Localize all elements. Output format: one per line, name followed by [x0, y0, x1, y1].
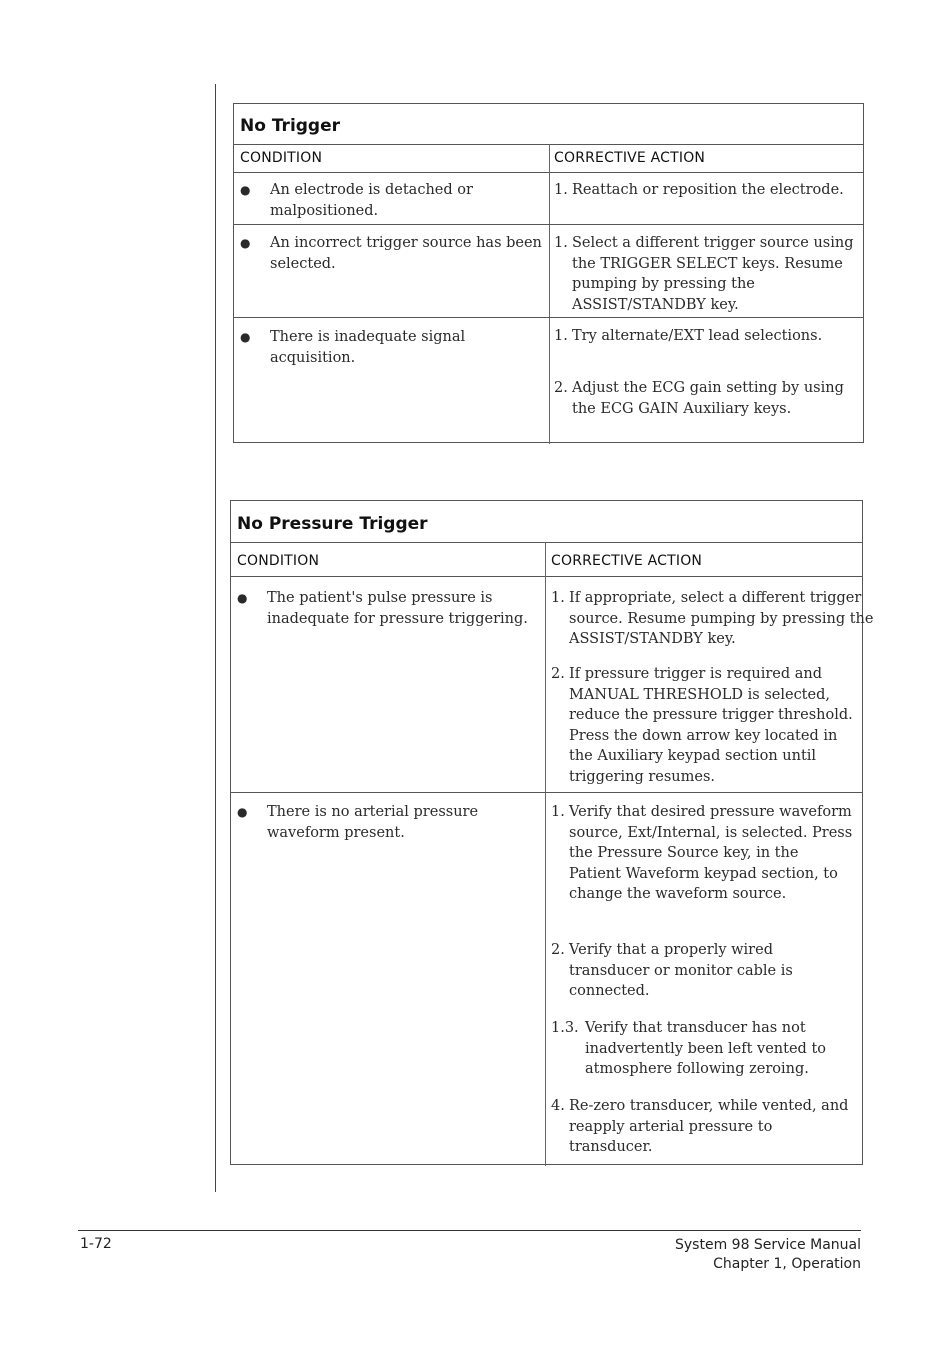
action-number: 1. [554, 182, 568, 198]
table-row [237, 588, 547, 629]
margin-rule [215, 84, 216, 1192]
condition-text: The patient's pulse pressure is inadequate for pressure triggering. [267, 590, 528, 627]
action-header: CORRECTIVE ACTION [551, 553, 703, 569]
header-divider [231, 576, 862, 577]
action-text: Verify that transducer has not inadvertently been left vented to atmosphere following zeroing. [585, 1020, 826, 1077]
title-divider [231, 542, 862, 543]
column-divider [545, 542, 546, 1166]
action-item [551, 1096, 849, 1158]
row-divider [234, 317, 863, 318]
action-text: If pressure trigger is required and MANUAL THRESHOLD is selected, reduce the pressure trigger threshold. Press the down arrow key located in the Auxiliary keypad section until triggering resumes. [569, 666, 853, 785]
action-text: If appropriate, select a different trigger source. Resume pumping by pressing the ASSIST/STANDBY key. [569, 590, 874, 647]
action-number: 1. [551, 590, 565, 606]
footer-rule [78, 1230, 861, 1231]
condition-text: An incorrect trigger source has been selected. [270, 235, 542, 272]
action-number: 4. [551, 1098, 565, 1114]
action-item [551, 1018, 875, 1080]
action-text: Verify that desired pressure waveform source, Ext/Internal, is selected. Press the Pressure Source key, in the Patient Waveform keypad section, to change the waveform source. [569, 804, 853, 902]
condition-text: There is no arterial pressure waveform present. [267, 804, 479, 841]
table-title: No Trigger [240, 116, 341, 136]
table-row [240, 180, 545, 221]
manual-title: System 98 Service Manual [675, 1237, 861, 1253]
table-row [237, 802, 547, 843]
bullet-icon: ● [237, 591, 248, 605]
action-header: CORRECTIVE ACTION [554, 150, 706, 166]
condition-text: An electrode is detached or malpositioned. [270, 182, 473, 219]
action-number: 1.3. [551, 1020, 579, 1036]
condition-header: CONDITION [237, 553, 320, 569]
action-text: Verify that a properly wired transducer or monitor cable is connected. [569, 942, 793, 999]
action-number: 1. [554, 328, 568, 344]
action-item [554, 378, 852, 419]
action-item [551, 802, 854, 905]
action-item [554, 180, 872, 201]
action-text: Reattach or reposition the electrode. [572, 182, 844, 198]
page-number: 1-72 [80, 1236, 112, 1252]
row-divider [234, 224, 863, 225]
condition-header: CONDITION [240, 150, 323, 166]
action-item [551, 664, 859, 787]
no-pressure-trigger-table [230, 500, 874, 1165]
table-title: No Pressure Trigger [237, 514, 428, 534]
chapter-label: Chapter 1, Operation [713, 1256, 861, 1272]
table-row [240, 233, 545, 274]
footer-title-block [675, 1236, 861, 1274]
bullet-icon: ● [240, 183, 251, 197]
bullet-icon: ● [240, 330, 251, 344]
action-number: 2. [551, 942, 565, 958]
action-text: Try alternate/EXT lead selections. [572, 328, 823, 344]
action-text: Select a different trigger source using the TRIGGER SELECT keys. Resume pumping by pressing the ASSIST/STANDBY key. [572, 235, 854, 313]
table-row [240, 327, 545, 368]
bullet-icon: ● [240, 236, 251, 250]
condition-text: There is inadequate signal acquisition. [270, 329, 466, 366]
action-text: Re-zero transducer, while vented, and reapply arterial pressure to transducer. [569, 1098, 849, 1155]
action-number: 2. [551, 666, 565, 682]
action-item [554, 233, 872, 315]
action-item [554, 326, 872, 347]
action-number: 1. [551, 804, 565, 820]
column-divider [549, 144, 550, 444]
action-number: 2. [554, 380, 568, 396]
action-item [551, 940, 839, 1002]
no-trigger-table [233, 103, 864, 443]
action-text: Adjust the ECG gain setting by using the ECG GAIN Auxiliary keys. [572, 380, 844, 417]
row-divider [231, 792, 862, 793]
action-item [551, 588, 874, 650]
action-number: 1. [554, 235, 568, 251]
bullet-icon: ● [237, 805, 248, 819]
